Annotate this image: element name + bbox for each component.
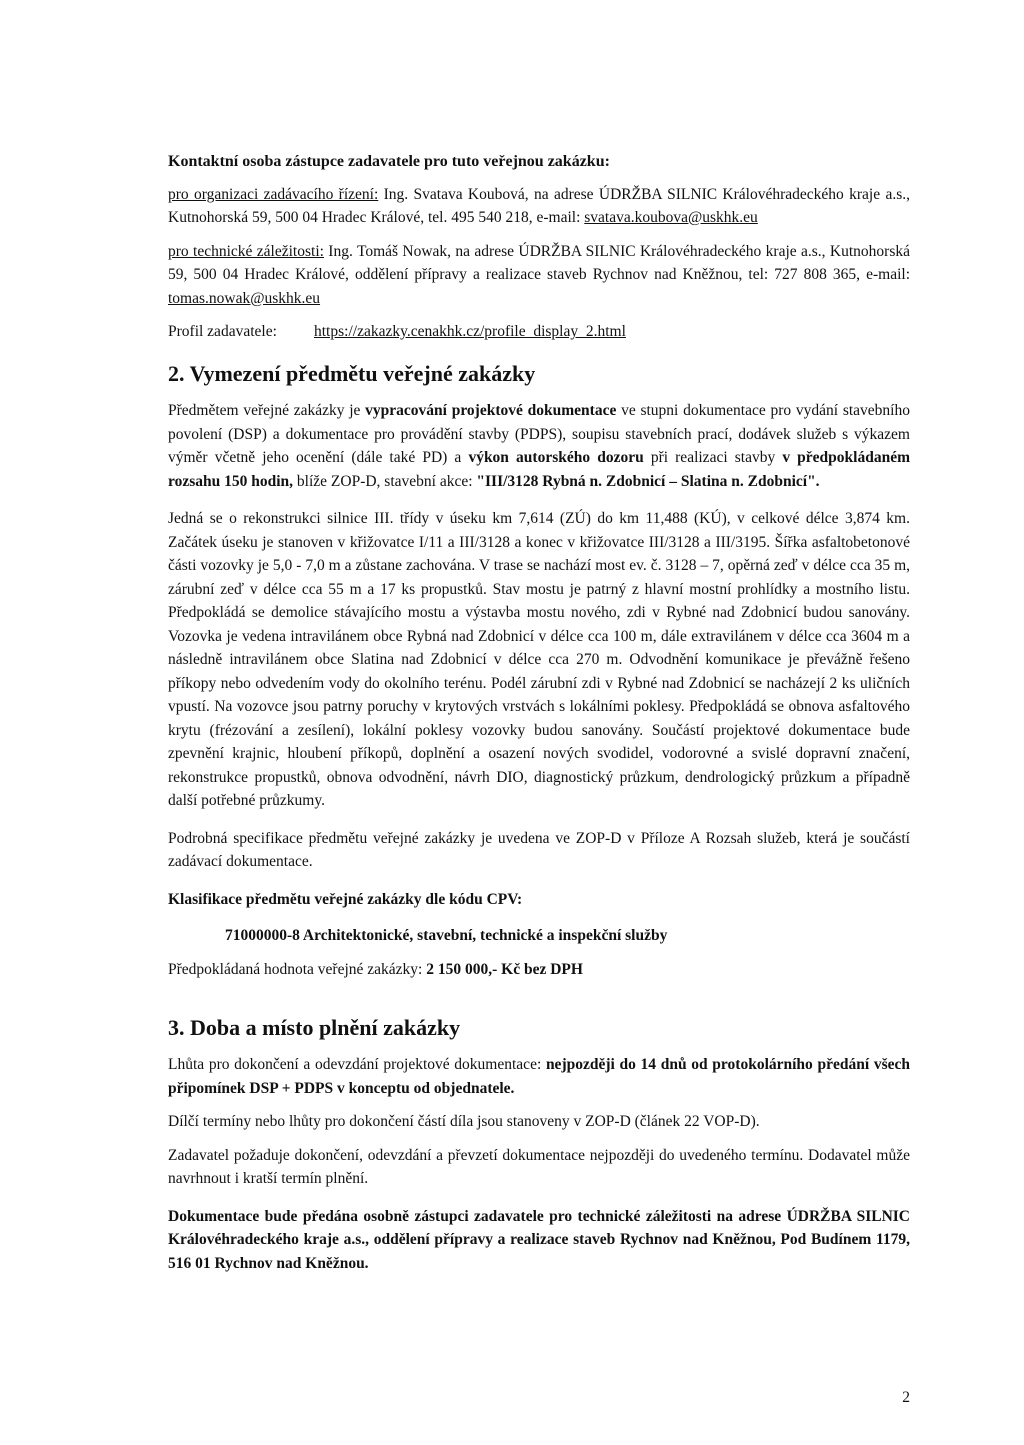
section-2-paragraph-2: Jedná se o rekonstrukci silnice III. třídy v úseku km 7,614 (ZÚ) do km 11,488 (KÚ), v celkové délce 3,874 km. Začátek úseku je stanoven v křižovatce I/11 a III/3128 a konec v křižovatce III/3128 a III/3195. Šířka asfaltobetonové části vozovky je 5,0 - 7,0 m a zůstane zachována. V trase se nachází most ev. č. 3128 – 7, opěrná zeď v délce cca 35 m, zárubní zeď v délce cca 55 m a 17 ks propustků. Stav mostu je patrný z hlavní mostní prohlídky a mostního listu. Předpokládá se demolice stávajícího mostu a výstavba mostu nového, zdi v Rybné nad Zdobnicí budou sanovány. Vozovka je vedena intravilánem obce Rybná nad Zdobnicí v délce cca 100 m, dále extravilánem v délce cca 3604 m a následně intravilánem obce Slatina nad Zdobnicí v délce cca 270 m. Odvodnění komunikace je převážně řešeno příkopy nebo odvedením vody do okolního terénu. Podél zárubní zdi v Rybné nad Zdobnicí se nacházejí 2 ks uličních vpustí. Na vozovce jsou patrny poruchy v krytových vrstvách s lokálními poklesy. Předpokládá se obnova asfaltového krytu (frézování a zesílení), lokální poklesy vozovky budou sanovány. Součástí projektové dokumentace bude zpevnění krajnic, hloubení příkopů, doplnění a osazení nových svodidel, vodorovné a svislé dopravní značení, rekonstrukce propustků, obnova odvodnění, návrh DIO, diagnostický průzkum, dendrologický průzkum a případně další potřebné průzkumy. xyxy=(168,510,910,809)
contact-tech-email-link[interactable]: tomas.nowak@uskhk.eu xyxy=(168,289,321,307)
text-run: blíže ZOP-D, stavební akce: xyxy=(293,472,477,490)
contact-org-text: Ing. Svatava Koubová, na adrese ÚDRŽBA SILNIC Královéhradeckého kraje a.s., Kutnohorská 59, 500 04 Hradec Králové, tel. 495 540 218, e-mail: xyxy=(168,185,910,226)
section-3-paragraph-3: Zadavatel požaduje dokončení, odevzdání a převzetí dokumentace nejpozději do uvedeného termínu. Dodavatel může navrhnout i kratší termín plnění. xyxy=(168,1146,910,1187)
section-3-paragraph-2: Dílčí termíny nebo lhůty pro dokončení částí díla jsou stanoveny v ZOP-D (článek 22 VOP-D). xyxy=(168,1113,760,1130)
profile-url-link[interactable]: https://zakazky.cenakhk.cz/profile_display_2.html xyxy=(314,323,626,340)
section-3-paragraph-1 xyxy=(168,1053,910,1100)
contact-org-label: pro organizaci zadávacího řízení: xyxy=(168,185,379,203)
text-run: Lhůta pro dokončení a odevzdání projektové dokumentace: xyxy=(168,1056,546,1073)
bold-run: nejpozději do 14 dnů od protokolárního předání všech připomínek DSP + PDPS v konceptu od objednatele. xyxy=(168,1056,910,1097)
document-page xyxy=(168,150,910,1275)
price-paragraph xyxy=(168,958,910,982)
section-3-heading: 3. Doba a místo plnění zakázky xyxy=(168,1015,461,1040)
bold-run: "III/3128 Rybná n. Zdobnicí – Slatina n. Zdobnicí". xyxy=(476,472,820,490)
profile-label: Profil zadavatele: xyxy=(168,323,277,340)
contact-org-email-link[interactable]: svatava.koubova@uskhk.eu xyxy=(584,209,758,226)
section-3-paragraph-4: Dokumentace bude předána osobně zástupci zadavatele pro technické záležitosti na adrese ÚDRŽBA SILNIC Královéhradeckého kraje a.s., oddělení přípravy a realizace staveb Rychnov nad Kněžnou, Pod Budínem 1179, 516 01 Rychnov nad Kněžnou. xyxy=(168,1207,910,1272)
contact-tech-label: pro technické záležitosti: xyxy=(168,242,324,260)
section-2-paragraph-3: Podrobná specifikace předmětu veřejné zakázky je uvedena ve ZOP-D v Příloze A Rozsah služeb, která je součástí zadávací dokumentace. xyxy=(168,829,910,870)
cpv-code: 71000000-8 Architektonické, stavební, technické a inspekční služby xyxy=(225,927,668,944)
section-2-paragraph-1 xyxy=(168,399,910,493)
bold-run: vypracování projektové dokumentace xyxy=(365,402,617,419)
profile-row xyxy=(168,323,910,341)
bold-run: výkon autorského dozoru xyxy=(468,449,644,466)
contact-tech-paragraph xyxy=(168,240,910,311)
contact-heading: Kontaktní osoba zástupce zadavatele pro tuto veřejnou zakázku: xyxy=(168,153,610,170)
price-value: 2 150 000,- Kč bez DPH xyxy=(426,960,583,978)
price-label: Předpokládaná hodnota veřejné zakázky: xyxy=(168,960,427,978)
text-run: při realizaci stavby xyxy=(643,449,783,466)
section-2-heading: 2. Vymezení předmětu veřejné zakázky xyxy=(168,361,536,386)
cpv-heading: Klasifikace předmětu veřejné zakázky dle kódu CPV: xyxy=(168,890,523,908)
contact-tech-text: Ing. Tomáš Nowak, na adrese ÚDRŽBA SILNIC Královéhradeckého kraje a.s., Kutnohorská 59, 500 04 Hradec Králové, oddělení přípravy a realizace staveb Rychnov nad Kněžnou, tel: 727 808 365, e-mail: xyxy=(168,242,911,283)
contact-org-paragraph xyxy=(168,183,910,230)
text-run: ve stupni dokumentace pro vydání stavebního povolení (DSP) a dokumentace pro provádění stavby (PDPS), soupisu stavebních prací, dodávek služeb s výkazem výměr včetně jeho ocenění (dále také PD) a xyxy=(168,402,910,466)
bold-run: v předpokládaném rozsahu 150 hodin, xyxy=(168,449,910,490)
text-run: Předmětem veřejné zakázky je xyxy=(168,402,366,419)
page-number: 2 xyxy=(902,1389,910,1406)
